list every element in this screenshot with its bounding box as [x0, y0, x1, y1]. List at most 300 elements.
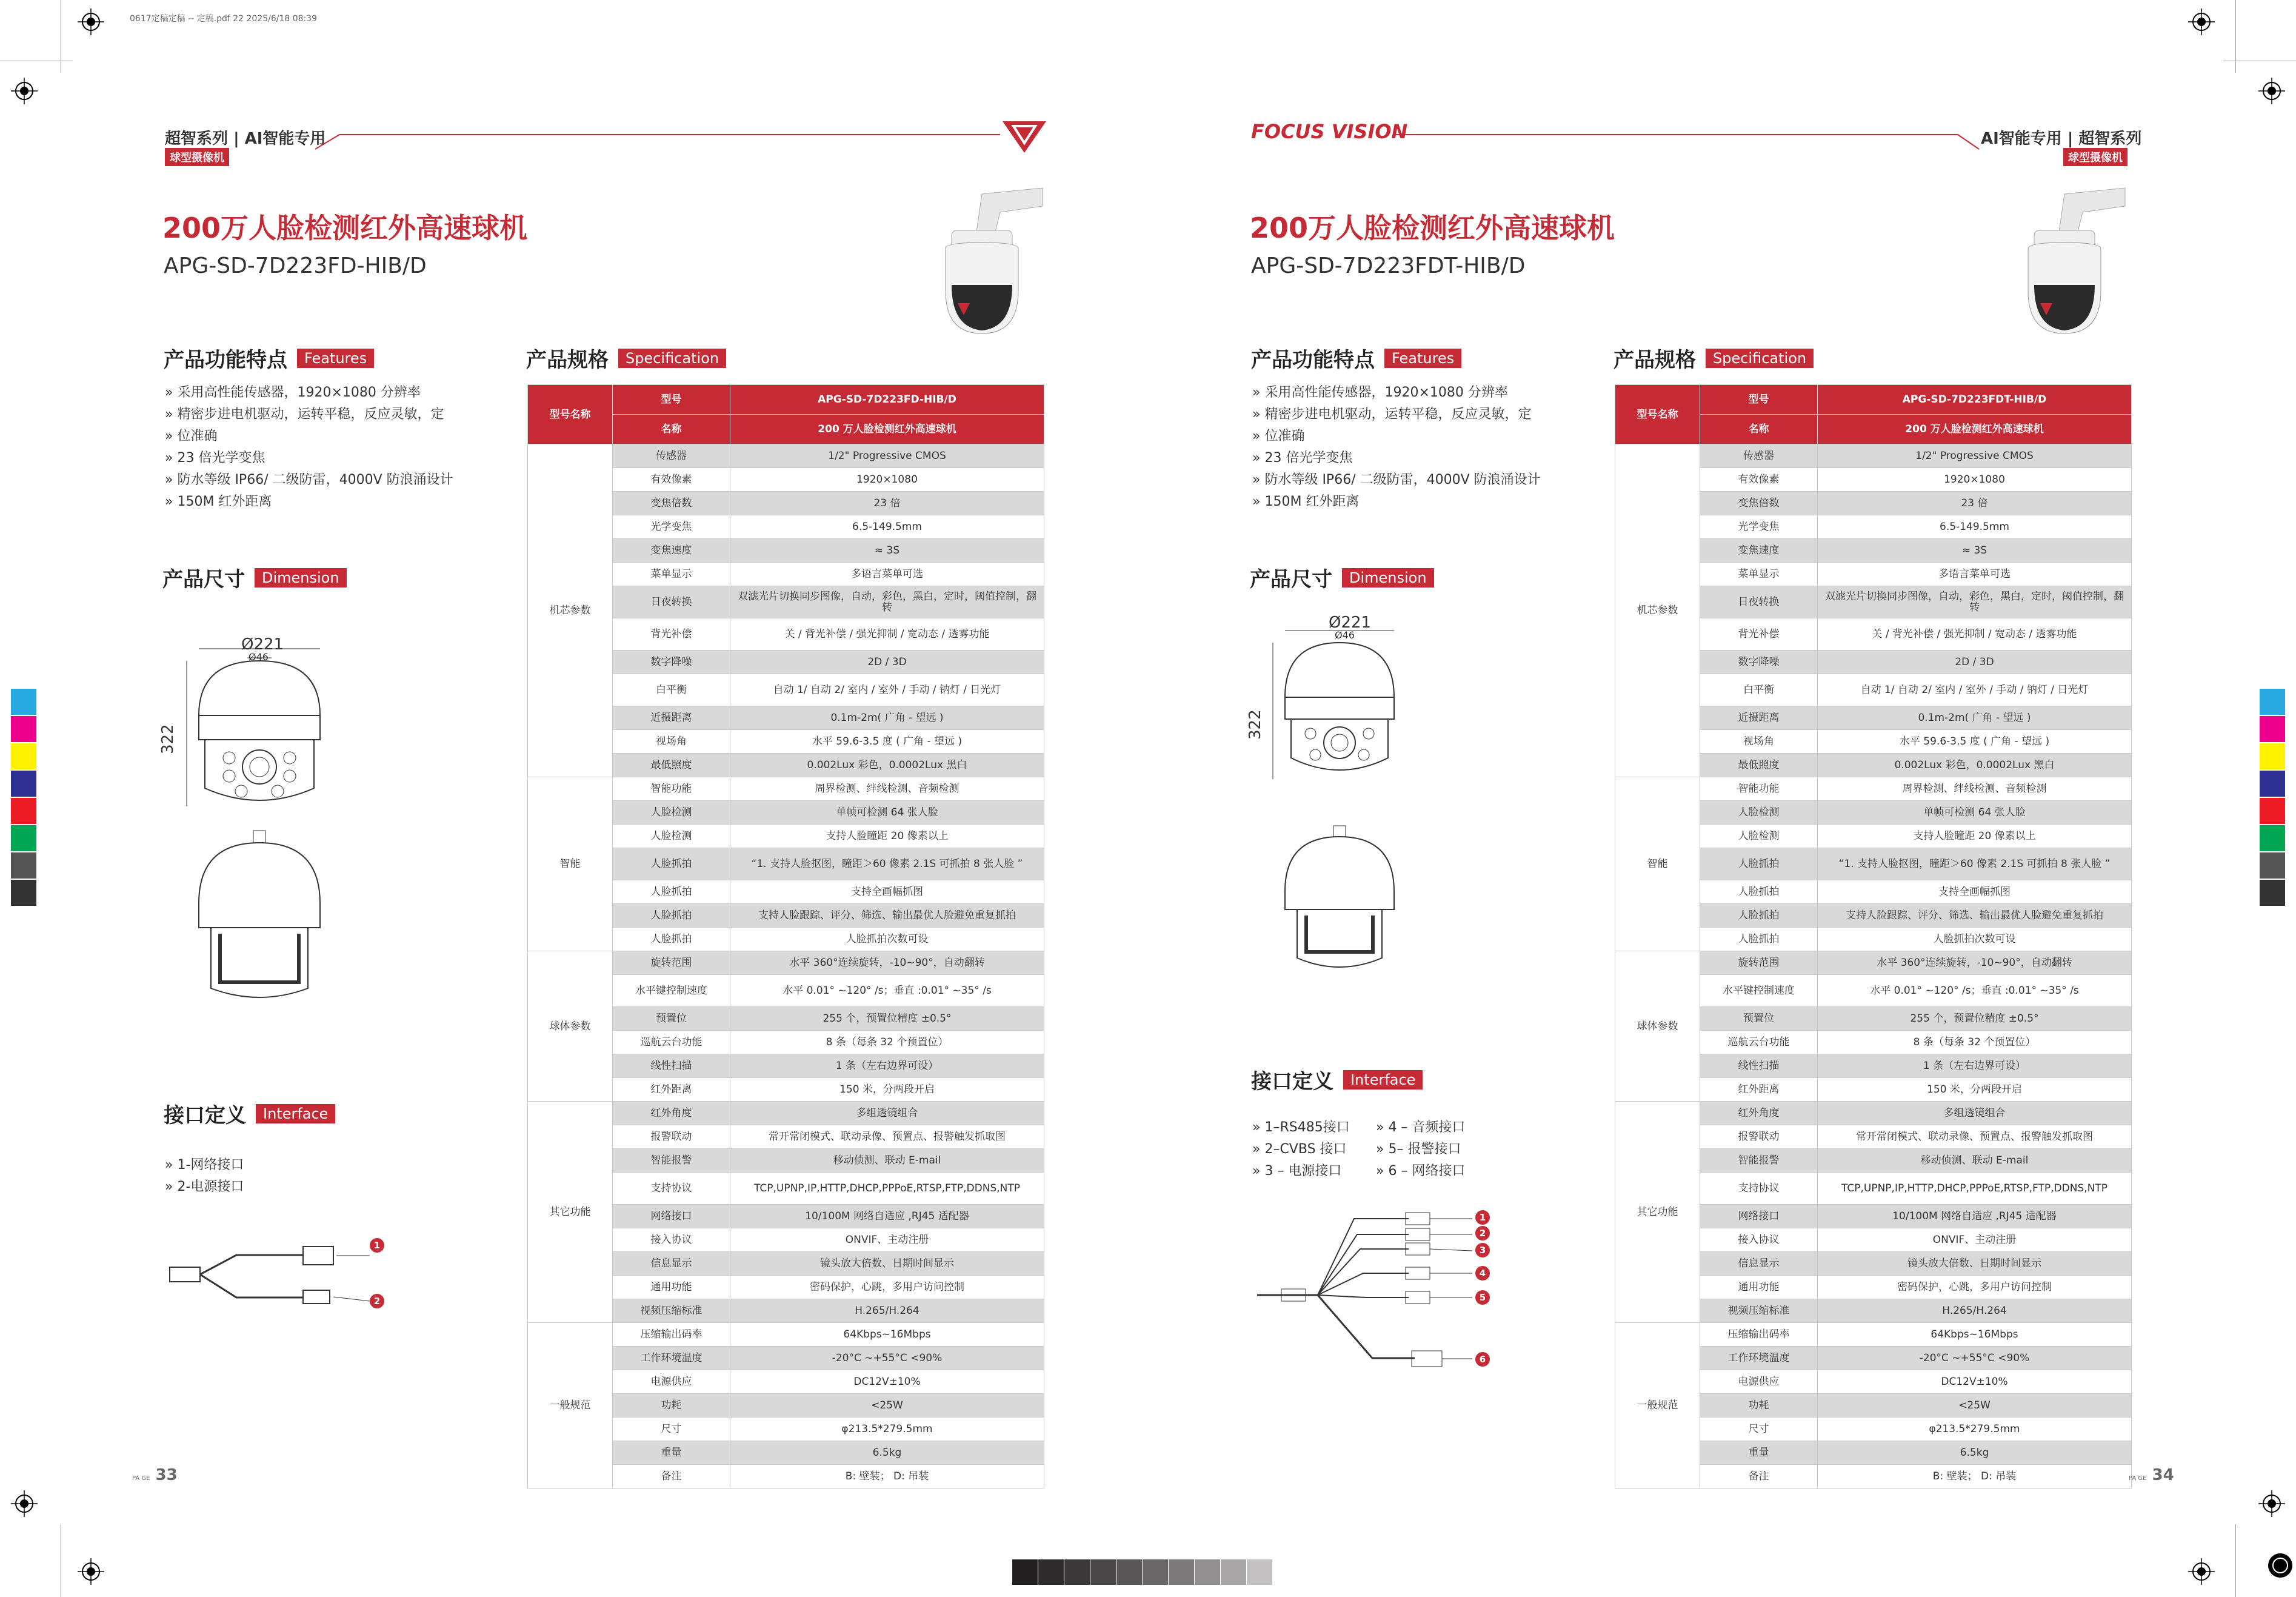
spec-param-value: 水平 59.6-3.5 度 ( 广角 - 望远 ) — [730, 730, 1044, 754]
spec-param-value: 0.002Lux 彩色，0.0002Lux 黑白 — [730, 754, 1044, 777]
feature-item: » 精密步进电机驱动，运转平稳，反应灵敏，定 — [1252, 404, 1543, 426]
camera-image — [2010, 182, 2131, 340]
spec-param-value: 多语言菜单可选 — [730, 563, 1044, 586]
spec-param-name: 智能报警 — [613, 1149, 730, 1173]
spec-param-value: 水平 0.01° ~120° /s；垂直 :0.01° ~35° /s — [1818, 975, 2132, 1007]
spec-param-name: 巡航云台功能 — [613, 1031, 730, 1054]
spec-param-value: 支持全画幅抓图 — [730, 880, 1044, 904]
spec-param-name: 白平衡 — [1700, 674, 1818, 706]
spec-param-name: 报警联动 — [613, 1125, 730, 1149]
spec-param-name: 重量 — [1700, 1441, 1818, 1465]
spec-param-value: 单帧可检测 64 张人脸 — [730, 801, 1044, 825]
spec-param-name: 最低照度 — [1700, 754, 1818, 777]
feature-item: » 位准确 — [1252, 426, 1543, 447]
color-swatch — [2260, 880, 2285, 906]
gray-swatch — [1064, 1559, 1090, 1585]
spec-param-name: 光学变焦 — [1700, 515, 1818, 539]
left-page-number: PA GE 33 — [132, 1466, 178, 1484]
spec-param-value: H.265/H.264 — [1818, 1299, 2132, 1323]
spec-param-value: 自动 1/ 自动 2/ 室内 / 室外 / 手动 / 钠灯 / 日光灯 — [1818, 674, 2132, 706]
registration-mark-icon — [78, 8, 104, 35]
spec-param-value: 水平 0.01° ~120° /s；垂直 :0.01° ~35° /s — [730, 975, 1044, 1007]
spec-param-value: 支持人脸跟踪、评分、筛选、输出最优人脸避免重复抓拍 — [1818, 904, 2132, 928]
color-swatch — [2260, 798, 2285, 824]
color-swatch — [11, 825, 36, 851]
spec-param-name: 视频压缩标准 — [1700, 1299, 1818, 1323]
feature-item: » 150M 红外距离 — [165, 491, 456, 513]
spec-param-name: 菜单显示 — [613, 563, 730, 586]
color-swatch — [2260, 743, 2285, 769]
spec-param-value: 0.1m-2m( 广角 - 望远 ) — [730, 706, 1044, 730]
right-product-model: APG-SD-7D223FDT-HIB/D — [1251, 253, 1526, 278]
registration-mark-icon — [2258, 78, 2285, 104]
spec-param-name: 智能报警 — [1700, 1149, 1818, 1173]
spec-param-name: 红外距离 — [1700, 1078, 1818, 1102]
spec-param-value: 支持人脸瞳距 20 像素以上 — [730, 825, 1044, 848]
right-sub-tag: 球型摄像机 — [2063, 148, 2127, 166]
spec-param-value: 多语言菜单可选 — [1818, 563, 2132, 586]
spec-param-value: 1920×1080 — [1818, 468, 2132, 492]
spec-group-cell: 智能 — [528, 777, 613, 951]
gray-swatch — [1221, 1559, 1246, 1585]
spec-param-value: DC12V±10% — [730, 1370, 1044, 1394]
spec-param-name: 接入协议 — [613, 1228, 730, 1252]
right-dimension-drawing — [1249, 606, 1430, 994]
spec-param-value: ≈ 3S — [730, 539, 1044, 563]
spec-row — [1615, 1102, 2132, 1125]
gray-swatch — [1038, 1559, 1064, 1585]
spec-param-value: 1/2" Progressive CMOS — [730, 444, 1044, 468]
spec-param-name: 预置位 — [613, 1007, 730, 1031]
right-interface-list-1 — [1252, 1117, 1350, 1182]
color-swatch — [2260, 852, 2285, 879]
left-dim-inner: Ø46 — [249, 651, 269, 663]
spec-param-value: TCP,UPNP,IP,HTTP,DHCP,PPPoE,RTSP,FTP,DDNS,NTP — [730, 1173, 1044, 1205]
spec-param-value: 6.5-149.5mm — [1818, 515, 2132, 539]
spec-param-name: 视场角 — [1700, 730, 1818, 754]
interface-item: » 1–RS485接口 — [1252, 1120, 1350, 1135]
spec-param-value: <25W — [730, 1394, 1044, 1418]
spec-param-value: 人脸抓拍次数可设 — [1818, 928, 2132, 951]
feature-item: » 150M 红外距离 — [1252, 491, 1543, 513]
spec-row — [528, 1323, 1044, 1347]
left-cable-drawing — [164, 1231, 388, 1322]
spec-param-name: 人脸检测 — [613, 801, 730, 825]
interface-item: » 2-电源接口 — [165, 1179, 244, 1194]
left-dimension-drawing — [162, 631, 356, 1055]
spec-param-name: 报警联动 — [1700, 1125, 1818, 1149]
spec-param-value: ONVIF、主动注册 — [730, 1228, 1044, 1252]
spec-param-name: 人脸检测 — [1700, 825, 1818, 848]
spec-param-name: 功耗 — [1700, 1394, 1818, 1418]
spec-header-row — [1615, 385, 2132, 415]
feature-item: » 防水等级 IP66/ 二级防雷，4000V 防浪涌设计 — [165, 469, 456, 491]
spec-param-name: 人脸抓拍 — [1700, 928, 1818, 951]
left-product-model: APG-SD-7D223FD-HIB/D — [164, 253, 427, 278]
spec-param-value: 150 米，分两段开启 — [730, 1078, 1044, 1102]
spec-param-value: H.265/H.264 — [730, 1299, 1044, 1323]
color-swatch — [11, 880, 36, 906]
callout-marker: 6 — [1475, 1352, 1490, 1367]
spec-param-value: 1 条（左右边界可设） — [1818, 1054, 2132, 1078]
spec-param-name: 接入协议 — [1700, 1228, 1818, 1252]
spec-param-value: 镜头放大倍数、日期时间显示 — [730, 1252, 1044, 1276]
spec-group-cell: 其它功能 — [1615, 1102, 1700, 1323]
spec-param-name: 压缩输出码率 — [1700, 1323, 1818, 1347]
spec-param-name: 信息显示 — [613, 1252, 730, 1276]
gray-swatch — [1169, 1559, 1194, 1585]
interface-item: » 2–CVBS 接口 — [1252, 1142, 1347, 1157]
crop-line — [2235, 0, 2236, 73]
registration-mark-icon — [11, 78, 38, 104]
spec-param-name: 传感器 — [613, 444, 730, 468]
spec-param-name: 菜单显示 — [1700, 563, 1818, 586]
right-dim-height: 322 — [1246, 709, 1264, 740]
spec-param-name: 智能功能 — [1700, 777, 1818, 801]
spec-row — [528, 777, 1044, 801]
spec-param-value: 水平 59.6-3.5 度 ( 广角 - 望远 ) — [1818, 730, 2132, 754]
gray-swatch — [1143, 1559, 1168, 1585]
spec-name-value: 200 万人脸检测红外高速球机 — [1818, 415, 2132, 444]
registration-mark-icon — [78, 1558, 104, 1585]
color-swatch — [11, 852, 36, 879]
spec-group-cell: 其它功能 — [528, 1102, 613, 1323]
spec-param-name: 白平衡 — [613, 674, 730, 706]
callout-marker: 2 — [370, 1294, 384, 1308]
spec-param-name: 线性扫描 — [613, 1054, 730, 1078]
spec-param-name: 旋转范围 — [613, 951, 730, 975]
right-series-header: AI智能专用 | 超智系列 — [1981, 130, 2142, 148]
spec-param-name: 变焦速度 — [613, 539, 730, 563]
left-dimension-heading: 产品尺寸 Dimension — [162, 563, 347, 592]
spec-param-name: 数字降噪 — [1700, 651, 1818, 674]
spec-name-value: 200 万人脸检测红外高速球机 — [730, 415, 1044, 444]
spec-param-name: 水平键控制速度 — [613, 975, 730, 1007]
spec-group-cell: 机芯参数 — [1615, 444, 1700, 777]
spec-param-value: 移动侦测、联动 E-mail — [1818, 1149, 2132, 1173]
spec-group-cell: 球体参数 — [528, 951, 613, 1102]
spec-row — [528, 1102, 1044, 1125]
spec-param-name: 水平键控制速度 — [1700, 975, 1818, 1007]
gray-swatch — [1247, 1559, 1272, 1585]
spec-param-name: 变焦倍数 — [1700, 492, 1818, 515]
left-dim-height: 322 — [159, 724, 177, 754]
callout-marker: 1 — [370, 1238, 384, 1253]
feature-item: » 精密步进电机驱动，运转平稳，反应灵敏，定 — [165, 404, 456, 426]
spec-param-name: 电源供应 — [613, 1370, 730, 1394]
file-header: 0617定稿定稿 -- 定稿.pdf 22 2025/6/18 08:39 — [130, 14, 318, 24]
spec-param-name: 人脸抓拍 — [613, 928, 730, 951]
spec-param-value: 255 个，预置位精度 ±0.5° — [730, 1007, 1044, 1031]
right-cable-drawing — [1251, 1207, 1493, 1382]
spec-group-cell: 一般规范 — [1615, 1323, 1700, 1488]
registration-mark-icon — [11, 1490, 38, 1517]
spec-group-header: 型号名称 — [528, 385, 613, 444]
spec-param-value: 周界检测、绊线检测、音频检测 — [1818, 777, 2132, 801]
right-features-heading: 产品功能特点 Features — [1251, 343, 1461, 373]
spec-row — [1615, 951, 2132, 975]
right-features-list — [1252, 382, 1543, 513]
spec-param-name: 人脸抓拍 — [613, 904, 730, 928]
registration-mark-icon — [2258, 1490, 2285, 1517]
feature-item: » 采用高性能传感器，1920×1080 分辨率 — [165, 382, 456, 404]
color-swatch — [2260, 716, 2285, 742]
interface-item: » 6 – 网络接口 — [1376, 1163, 1466, 1179]
spec-param-name: 旋转范围 — [1700, 951, 1818, 975]
color-swatch — [11, 689, 36, 715]
spec-param-name: 备注 — [1700, 1465, 1818, 1488]
spec-param-name: 人脸抓拍 — [1700, 880, 1818, 904]
left-dim-width: Ø221 — [241, 635, 284, 654]
right-dimension-heading: 产品尺寸 Dimension — [1250, 563, 1434, 592]
right-page-number: PA GE 34 — [2129, 1466, 2174, 1484]
spec-param-value: 移动侦测、联动 E-mail — [730, 1149, 1044, 1173]
gray-swatch — [1195, 1559, 1220, 1585]
spec-group-cell: 机芯参数 — [528, 444, 613, 777]
crop-line — [2235, 1524, 2236, 1597]
spec-param-name: 备注 — [613, 1465, 730, 1488]
spec-param-name: 人脸抓拍 — [613, 880, 730, 904]
spec-param-name: 重量 — [613, 1441, 730, 1465]
spec-param-value: 2D / 3D — [730, 651, 1044, 674]
spec-param-value: TCP,UPNP,IP,HTTP,DHCP,PPPoE,RTSP,FTP,DDNS,NTP — [1818, 1173, 2132, 1205]
feature-item: » 23 倍光学变焦 — [165, 447, 456, 469]
spec-model-label: 型号 — [613, 385, 730, 415]
spec-param-value: ONVIF、主动注册 — [1818, 1228, 2132, 1252]
spec-param-value: 64Kbps~16Mbps — [730, 1323, 1044, 1347]
spec-param-name: 近摄距离 — [613, 706, 730, 730]
spec-param-value: B: 壁装； D: 吊装 — [1818, 1465, 2132, 1488]
spec-param-value: 支持人脸瞳距 20 像素以上 — [1818, 825, 2132, 848]
right-product-title: 200万人脸检测红外高速球机 — [1250, 212, 1615, 244]
spec-param-name: 尺寸 — [613, 1418, 730, 1441]
spec-param-name: 人脸抓拍 — [613, 848, 730, 880]
gray-swatch — [1012, 1559, 1038, 1585]
spec-param-value: 常开常闭模式、联动录像、预置点、报警触发抓取图 — [1818, 1125, 2132, 1149]
spec-param-value: 自动 1/ 自动 2/ 室内 / 室外 / 手动 / 钠灯 / 日光灯 — [730, 674, 1044, 706]
spec-param-value: 密码保护，心跳，多用户访问控制 — [730, 1276, 1044, 1299]
spec-param-name: 信息显示 — [1700, 1252, 1818, 1276]
spec-row — [528, 951, 1044, 975]
spec-param-name: 背光补偿 — [1700, 618, 1818, 651]
spec-param-name: 电源供应 — [1700, 1370, 1818, 1394]
spec-row — [1615, 1323, 2132, 1347]
spec-param-name: 有效像素 — [613, 468, 730, 492]
callout-marker: 5 — [1475, 1290, 1490, 1305]
spec-param-name: 红外角度 — [613, 1102, 730, 1125]
spec-param-value: 水平 360°连续旋转，-10~90°，自动翻转 — [1818, 951, 2132, 975]
registration-mark-icon — [2188, 8, 2215, 35]
spec-param-value: -20°C ~+55°C <90% — [730, 1347, 1044, 1370]
registration-mark-icon — [2188, 1558, 2215, 1585]
spec-param-value: 1920×1080 — [730, 468, 1044, 492]
spec-param-name: 人脸抓拍 — [1700, 904, 1818, 928]
spec-param-value: 关 / 背光补偿 / 强光抑制 / 宽动态 / 透雾功能 — [1818, 618, 2132, 651]
spec-param-value: “1. 支持人脸抠图，瞳距＞60 像素 2.1S 可抓拍 8 张人脸 ” — [730, 848, 1044, 880]
left-header-line — [315, 127, 1000, 152]
spec-param-value: 23 倍 — [1818, 492, 2132, 515]
spec-param-value: 0.1m-2m( 广角 - 望远 ) — [1818, 706, 2132, 730]
spec-group-cell: 球体参数 — [1615, 951, 1700, 1102]
gray-swatch — [1116, 1559, 1142, 1585]
right-dim-width: Ø221 — [1329, 614, 1372, 632]
spec-param-name: 视场角 — [613, 730, 730, 754]
spec-param-name: 通用功能 — [613, 1276, 730, 1299]
spec-param-name: 光学变焦 — [613, 515, 730, 539]
interface-item: » 3 – 电源接口 — [1252, 1163, 1342, 1179]
spec-param-value: φ213.5*279.5mm — [730, 1418, 1044, 1441]
spec-param-value: 10/100M 网络自适应 ,RJ45 适配器 — [1818, 1205, 2132, 1228]
spec-param-name: 预置位 — [1700, 1007, 1818, 1031]
left-features-list — [165, 382, 456, 513]
spec-param-value: 镜头放大倍数、日期时间显示 — [1818, 1252, 2132, 1276]
spec-param-value: 多组透镜组合 — [730, 1102, 1044, 1125]
left-spec-heading: 产品规格 Specification — [526, 343, 726, 373]
spec-param-value: “1. 支持人脸抠图，瞳距＞60 像素 2.1S 可抓拍 8 张人脸 ” — [1818, 848, 2132, 880]
spec-param-value: 双滤光片切换同步图像，自动，彩色，黑白，定时，阈值控制，翻转 — [1818, 586, 2132, 618]
spec-param-name: 支持协议 — [613, 1173, 730, 1205]
spec-param-name: 日夜转换 — [613, 586, 730, 618]
spec-param-value: 人脸抓拍次数可设 — [730, 928, 1044, 951]
color-swatch — [11, 743, 36, 769]
spec-param-name: 功耗 — [613, 1394, 730, 1418]
spec-param-value: 常开常闭模式、联动录像、预置点、报警触发抓取图 — [730, 1125, 1044, 1149]
interface-item: » 1-网络接口 — [165, 1157, 244, 1173]
spec-param-value: 多组透镜组合 — [1818, 1102, 2132, 1125]
spec-param-name: 尺寸 — [1700, 1418, 1818, 1441]
spec-param-name: 传感器 — [1700, 444, 1818, 468]
spec-param-value: DC12V±10% — [1818, 1370, 2132, 1394]
spec-param-value: 2D / 3D — [1818, 651, 2132, 674]
feature-item: » 位准确 — [165, 426, 456, 447]
spec-param-name: 网络接口 — [1700, 1205, 1818, 1228]
spec-param-value: 单帧可检测 64 张人脸 — [1818, 801, 2132, 825]
spec-param-name: 红外角度 — [1700, 1102, 1818, 1125]
spec-param-value: 1/2" Progressive CMOS — [1818, 444, 2132, 468]
color-swatch — [11, 798, 36, 824]
spec-param-value: 支持人脸跟踪、评分、筛选、输出最优人脸避免重复抓拍 — [730, 904, 1044, 928]
spec-param-value: 23 倍 — [730, 492, 1044, 515]
left-interface-heading: 接口定义 Interface — [164, 1099, 335, 1128]
spec-param-name: 近摄距离 — [1700, 706, 1818, 730]
spec-param-value: φ213.5*279.5mm — [1818, 1418, 2132, 1441]
spec-param-value: 周界检测、绊线检测、音频检测 — [730, 777, 1044, 801]
spec-row — [528, 444, 1044, 468]
callout-marker: 2 — [1475, 1226, 1490, 1240]
right-interface-list-2 — [1376, 1117, 1465, 1182]
spec-param-name: 人脸抓拍 — [1700, 848, 1818, 880]
gray-swatch — [1090, 1559, 1116, 1585]
right-dim-inner: Ø46 — [1335, 629, 1355, 641]
spec-param-value: 150 米，分两段开启 — [1818, 1078, 2132, 1102]
camera-image — [927, 182, 1049, 340]
left-spec-table — [527, 384, 1044, 1488]
right-spec-table — [1615, 384, 2132, 1488]
spec-param-value: 0.002Lux 彩色，0.0002Lux 黑白 — [1818, 754, 2132, 777]
left-features-heading: 产品功能特点 Features — [164, 343, 374, 373]
spec-param-name: 背光补偿 — [613, 618, 730, 651]
spec-param-name: 人脸检测 — [1700, 801, 1818, 825]
spec-param-value: B: 壁装； D: 吊装 — [730, 1465, 1044, 1488]
left-interface-list — [165, 1154, 244, 1198]
spec-row — [1615, 444, 2132, 468]
spec-param-value: 255 个，预置位精度 ±0.5° — [1818, 1007, 2132, 1031]
spec-param-name: 支持协议 — [1700, 1173, 1818, 1205]
spec-group-cell: 一般规范 — [528, 1323, 613, 1488]
callout-marker: 3 — [1475, 1243, 1490, 1257]
left-sub-tag: 球型摄像机 — [165, 148, 229, 166]
spec-row — [1615, 777, 2132, 801]
spec-param-value: 6.5-149.5mm — [730, 515, 1044, 539]
spec-param-value: 关 / 背光补偿 / 强光抑制 / 宽动态 / 透雾功能 — [730, 618, 1044, 651]
interface-item: » 4 – 音频接口 — [1376, 1120, 1466, 1135]
callout-marker: 4 — [1475, 1266, 1490, 1281]
spec-param-name: 线性扫描 — [1700, 1054, 1818, 1078]
spec-param-name: 视频压缩标准 — [613, 1299, 730, 1323]
spec-param-name: 人脸检测 — [613, 825, 730, 848]
spec-name-label: 名称 — [613, 415, 730, 444]
registration-mark-icon — [2267, 1552, 2294, 1579]
spec-group-cell: 智能 — [1615, 777, 1700, 951]
spec-param-name: 日夜转换 — [1700, 586, 1818, 618]
spec-param-value: 8 条（每条 32 个预置位） — [730, 1031, 1044, 1054]
left-product-title: 200万人脸检测红外高速球机 — [162, 212, 528, 244]
spec-param-value: 6.5kg — [1818, 1441, 2132, 1465]
spec-param-name: 巡航云台功能 — [1700, 1031, 1818, 1054]
color-swatch — [2260, 689, 2285, 715]
spec-name-label: 名称 — [1700, 415, 1818, 444]
color-swatch — [2260, 771, 2285, 797]
spec-model-label: 型号 — [1700, 385, 1818, 415]
spec-param-name: 变焦速度 — [1700, 539, 1818, 563]
spec-param-value: -20°C ~+55°C <90% — [1818, 1347, 2132, 1370]
spec-param-value: 密码保护，心跳，多用户访问控制 — [1818, 1276, 2132, 1299]
spec-param-name: 网络接口 — [613, 1205, 730, 1228]
spec-param-name: 红外距离 — [613, 1078, 730, 1102]
spec-param-value: 水平 360°连续旋转，-10~90°，自动翻转 — [730, 951, 1044, 975]
spec-param-value: 10/100M 网络自适应 ,RJ45 适配器 — [730, 1205, 1044, 1228]
spec-param-value: 支持全画幅抓图 — [1818, 880, 2132, 904]
spec-group-header: 型号名称 — [1615, 385, 1700, 444]
spec-param-name: 智能功能 — [613, 777, 730, 801]
spec-param-name: 工作环境温度 — [613, 1347, 730, 1370]
spec-param-name: 变焦倍数 — [613, 492, 730, 515]
right-header-line — [1394, 127, 1982, 152]
color-swatch — [11, 771, 36, 797]
spec-param-name: 压缩输出码率 — [613, 1323, 730, 1347]
spec-model-value: APG-SD-7D223FD-HIB/D — [730, 385, 1044, 415]
spec-param-name: 最低照度 — [613, 754, 730, 777]
spec-param-value: <25W — [1818, 1394, 2132, 1418]
color-swatch — [2260, 825, 2285, 851]
spec-param-value: 1 条（左右边界可设） — [730, 1054, 1044, 1078]
spec-param-name: 数字降噪 — [613, 651, 730, 674]
spec-param-value: 8 条（每条 32 个预置位） — [1818, 1031, 2132, 1054]
left-series-header: 超智系列 | AI智能专用 — [165, 130, 326, 148]
interface-item: » 5– 报警接口 — [1376, 1142, 1461, 1157]
color-swatch — [11, 716, 36, 742]
spec-param-value: 双滤光片切换同步图像，自动，彩色，黑白，定时，阈值控制，翻转 — [730, 586, 1044, 618]
spec-param-name: 工作环境温度 — [1700, 1347, 1818, 1370]
feature-item: » 23 倍光学变焦 — [1252, 447, 1543, 469]
callout-marker: 1 — [1475, 1210, 1490, 1225]
spec-header-row — [528, 385, 1044, 415]
brand-wordmark: FOCUS VISION — [1251, 120, 1408, 143]
spec-param-value: 6.5kg — [730, 1441, 1044, 1465]
spec-param-value: ≈ 3S — [1818, 539, 2132, 563]
brand-logo-icon — [1000, 119, 1049, 155]
spec-param-name: 通用功能 — [1700, 1276, 1818, 1299]
